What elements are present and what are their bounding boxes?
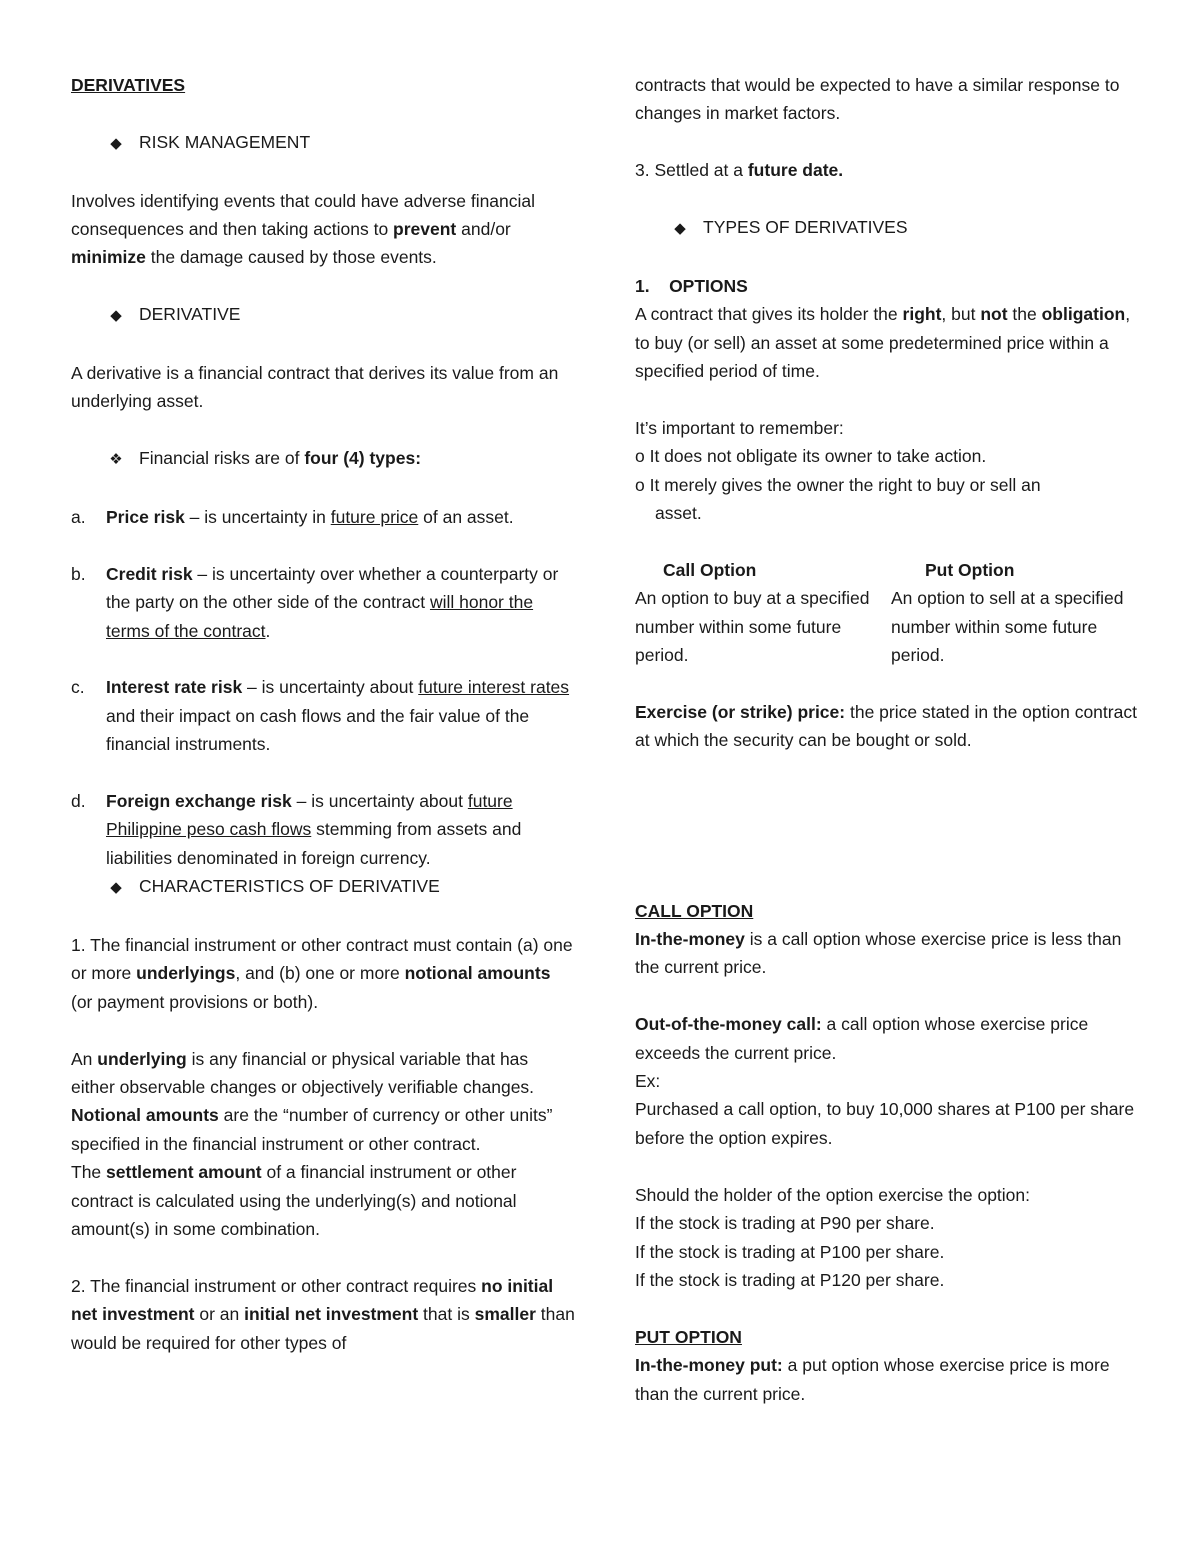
call-out-of-the-money: Out-of-the-money call: a call option whose exercise price exceeds the current price. bbox=[635, 1014, 1089, 1063]
scenario-p120: If the stock is trading at P120 per share. bbox=[635, 1269, 945, 1290]
put-option-section-heading: PUT OPTION bbox=[635, 1326, 742, 1347]
scenario-p100: If the stock is trading at P100 per share. bbox=[635, 1241, 945, 1262]
call-option-text: An option to buy at a specified number within some future period. bbox=[635, 588, 870, 666]
risk-management-text: Involves identifying events that could have adverse financial consequences and then taking actions to prevent and/or minimize the damage caused by those events. bbox=[71, 190, 536, 268]
put-option-column bbox=[891, 556, 1145, 670]
diamond-bullet-icon: ◆ bbox=[674, 220, 686, 237]
example-text: Purchased a call option, to buy 10,000 shares at P100 per share before the option expires. bbox=[635, 1099, 1135, 1148]
characteristics-heading: ◆ CHARACTERISTICS OF DERIVATIVE bbox=[71, 872, 576, 902]
settlement-amount-definition: The settlement amount of a financial instrument or other contract is calculated using the underlying(s) and notional amount(s) in some combination. bbox=[71, 1162, 517, 1240]
left-column bbox=[71, 71, 576, 1357]
underlying-definition: An underlying is any financial or physical variable that has either observable changes or objectively verifiable changes. bbox=[71, 1048, 535, 1098]
diamond-bullet-icon: ◆ bbox=[110, 307, 122, 325]
right-column bbox=[635, 71, 1145, 1408]
exercise-question: Should the holder of the option exercise the option: bbox=[635, 1184, 1030, 1205]
derivative-heading: ◆ DERIVATIVE bbox=[71, 300, 576, 330]
diamond-bullet-icon: ◆ bbox=[110, 879, 122, 897]
call-option-heading: Call Option bbox=[663, 559, 757, 580]
characteristic-2: 2. The financial instrument or other contract requires no initial net investment or an initial net investment that is smaller than would be required for other types of bbox=[71, 1275, 575, 1353]
characteristic-2-continued: contracts that would be expected to have a similar response to changes in market factors. bbox=[635, 75, 1120, 124]
call-put-comparison bbox=[635, 556, 1145, 670]
call-option-section-heading: CALL OPTION bbox=[635, 900, 754, 921]
diamond-bullet-icon: ◆ bbox=[110, 134, 122, 152]
exercise-price-definition: Exercise (or strike) price: the price stated in the option contract at which the security can be bought or sold. bbox=[635, 701, 1137, 751]
remember-label: It’s important to remember: bbox=[635, 417, 844, 438]
price-risk-item: a. Price risk – is uncertainty in future price of an asset. bbox=[71, 507, 514, 527]
characteristic-1: 1. The financial instrument or other contract must contain (a) one or more underlyings, and (b) one or more notional amounts (or payment provisions or both). bbox=[71, 935, 573, 1012]
financial-risks-intro: ❖ Financial risks are of four (4) types: bbox=[71, 444, 576, 474]
notional-amounts-definition: Notional amounts are the “number of currency or other units” specified in the financial instrument or other contract. bbox=[71, 1105, 553, 1154]
put-option-heading: Put Option bbox=[925, 559, 1015, 580]
remember-point-1: o It does not obligate its owner to take action. bbox=[635, 446, 987, 467]
call-in-the-money: In-the-money is a call option whose exercise price is less than the current price. bbox=[635, 929, 1122, 978]
derivative-text: A derivative is a financial contract that derives its value from an underlying asset. bbox=[71, 363, 559, 412]
credit-risk-item: b. Credit risk – is uncertainty over whether a counterparty or the party on the other side of the contract will honor the terms of the contract. bbox=[71, 563, 559, 641]
characteristic-3: 3. Settled at a future date. bbox=[635, 160, 844, 181]
put-option-text: An option to sell at a specified number within some future period. bbox=[891, 588, 1124, 666]
put-in-the-money: In-the-money put: a put option whose exercise price is more than the current price. bbox=[635, 1355, 1110, 1404]
options-heading: 1. OPTIONS bbox=[635, 275, 748, 296]
types-of-derivatives-heading: ◆ TYPES OF DERIVATIVES bbox=[635, 213, 1145, 243]
risk-management-heading: ◆ RISK MANAGEMENT bbox=[71, 128, 576, 158]
options-definition: A contract that gives its holder the right, but not the obligation, to buy (or sell) an asset at some predetermined price within a specified period of time. bbox=[635, 304, 1131, 382]
open-diamond-bullet-icon: ❖ bbox=[109, 451, 123, 469]
foreign-exchange-risk-item: d. Foreign exchange risk – is uncertainty about future Philippine peso cash flows stemming from assets and liabilities denominated in foreign currency. bbox=[71, 791, 522, 868]
document-title: DERIVATIVES bbox=[71, 75, 186, 95]
interest-rate-risk-item: c. Interest rate risk – is uncertainty about future interest rates and their impact on cash flows and the fair value of the financial instruments. bbox=[71, 677, 570, 755]
call-option-column bbox=[635, 556, 891, 670]
example-label: Ex: bbox=[635, 1071, 661, 1092]
remember-point-2-continued: asset. bbox=[655, 503, 702, 524]
scenario-p90: If the stock is trading at P90 per share. bbox=[635, 1213, 935, 1234]
remember-point-2: o It merely gives the owner the right to buy or sell an bbox=[635, 474, 1041, 495]
